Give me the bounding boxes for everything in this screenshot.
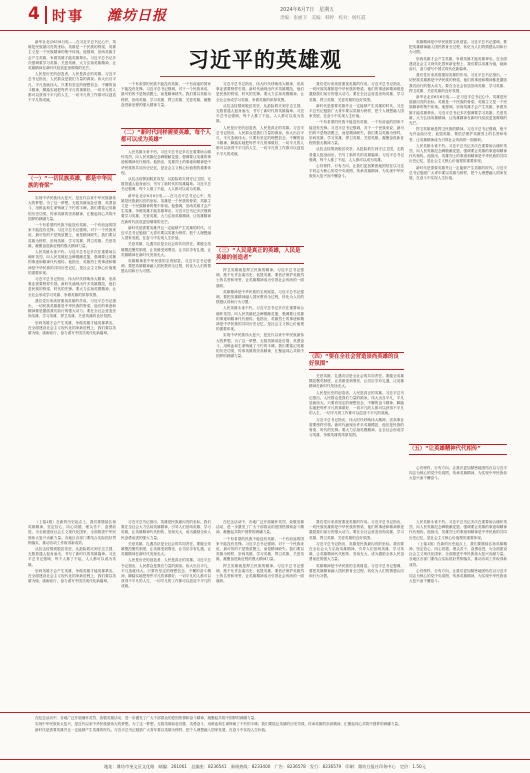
column-5-top: [409, 40, 507, 440]
footer-article: [28, 716, 507, 756]
paragraph: 实现中华民族伟大复兴，是近代以来中华民族最伟大的梦想。为了这一梦想，无数英雄前赴后继、英勇奋斗，用鲜血和生命铸就了不朽的丰碑。我们要铭记英雄的历史功绩，传承英雄的崇高精神，汇聚起同心共筑中国梦的磅礴力量。: [28, 196, 116, 221]
paragraph: 习近平总书记指出，英雄是民族最闪亮的坐标。我们要在全社会大力弘扬英雄精神，引导人们崇尚英雄、学习英雄，让英雄精神代代相传、发扬光大，成为激励全体人民奋勇前进的强大力量。: [121, 520, 211, 540]
paragraph: 我们党历来高度重视英雄的作用。习近平总书记指出，一切民族英雄都是中华民族的脊梁，他们的事迹和精神都是激励我们前行的强大动力。要在全社会营造崇尚英雄、学习英雄、捍卫英雄、关爱英雄的良好氛围。: [409, 73, 507, 93]
paragraph: 人民英雄永垂不朽。习近平总书记多次在重要场合缅怀英烈，向人民英雄纪念碑敬献花篮，强调要让英雄的事迹和精神代代相传。他指出，英雄烈士的事迹和精神是中华民族的共同历史记忆，是社会主义核心价值观的重要体现。: [409, 143, 507, 164]
editor-credits: 责编：张丽卫 美编：韩婷 校对：杨红霞: [280, 16, 366, 21]
paragraph: 一个有希望的民族不能没有英雄，一个有前途的国家不能没有先锋。习近平总书记强调，对于一个民族来说，最可怕的不是物质匮乏，而是精神缺失。我们要以英雄为榜样，崇尚英雄、学习英雄、捍卫英雄、关爱英雄，凝聚奋进新征程的强大精神力量。: [309, 120, 404, 146]
subhead-2: （二）“新时代同样需要英雄，每个人都可以成为英雄”: [121, 128, 211, 146]
paragraph: 实现中华民族伟大复兴，是近代以来中华民族最伟大的梦想。为了这一梦想，无数英雄前赴后继、英勇奋斗，用鲜血和生命铸就了不朽的丰碑。我们要铭记英雄的历史功绩，传承英雄的崇高精神，汇聚起同心共筑中国梦的磅礴力量。: [216, 333, 304, 359]
paragraph: 一个有希望的民族不能没有英雄，一个有前途的国家不能没有先锋。习近平总书记强调，对于一个民族来说，最可怕的不是物质匮乏，而是精神缺失。我们要以英雄为榜样，崇尚英雄、学习英雄、捍卫英雄、关爱英雄，凝聚奋进新征程的强大精神力量。: [28, 223, 116, 248]
page-number: 4: [28, 4, 40, 24]
paragraph: 捍卫英雄就是捍卫民族的精神。习近平总书记强调，绝不允许歪曲历史、诋毁英雄，要依法保护英雄烈士的名誉和荣誉，让英雄精神成为引领社会风尚的一面旗帜。: [216, 268, 304, 288]
column-4-body: [309, 374, 404, 516]
paragraph: 人民英雄永垂不朽。习近平总书记多次在重要场合缅怀英烈，向人民英雄纪念碑敬献花篮，强调要让英雄的事迹和精神代代相传。他指出，英雄烈士的事迹和精神是中华民族的共同历史记忆，是社会主义核心价值观的重要体现。: [121, 150, 211, 175]
paragraph: 从抗击疫情到脱贫攻坚，从抢险救灾到守边卫国，无数普通人挺身而出，书写了新时代的英雄篇章。习近平总书记强调，每个人都了不起，人人都可以成为英雄。: [28, 547, 116, 567]
paragraph: 人民是历史的创造者，人民是真正的英雄。习近平总书记指出，人民群众是我们力量的源泉。伟大出自平凡，平凡造就伟大。只要有坚定的理想信念、不懈的奋斗精神，脚踏实地把每件平凡的事做好，一切平凡的人都可以获得不平凡的人生，一切平凡的工作都可以创造不平凡的成就。: [121, 558, 211, 589]
paragraph: 从抗击疫情到脱贫攻坚，从抢险救灾到守边卫国，无数普通人挺身而出，书写了新时代的英雄篇章。习近平总书记强调，每个人都了不起，人人都可以成为英雄。: [216, 103, 304, 124]
paragraph: 关爱英雄、礼遇功臣是全社会的共同责任。要健全英雄模范褒奖制度，让英雄受到尊崇，让功臣享有礼遇，让英雄精神在新时代发扬光大。: [121, 242, 211, 257]
column-1-body: [28, 196, 116, 516]
article-headline: 习近平的英雄观: [188, 47, 342, 72]
paragraph: 崇尚英雄才会产生英雄，争做英雄才能英雄辈出。在全面建设社会主义现代化国家新征程上，我们要以英雄为镜，砥砺前行，奋力谱写中国式现代化新篇章。: [28, 568, 116, 584]
paragraph: 新华社北京6月6日电……在习近平总书记心中，英雄是民族最闪亮的坐标。英雄是一个民族的脊梁，英雄主义是一个民族精神的集中体现。他强调，崇尚英雄才会产生英雄，争做英雄才能英雄辈出。习近平总书记多次强调要学习英雄、关爱英雄，大力弘扬英雄精神，让英雄精神在新时代绽放更加璀璨的光芒。: [409, 95, 507, 126]
page-footer: 地址：潍坊市奎文区文化路 邮编：261061 总编室：8236541 新闻热线：8233400 广告：8236578 发行：8236579 印刷：潍坊日报社印务中心 定价：1.50元: [0, 759, 530, 773]
paragraph: 关爱英雄、礼遇功臣是全社会的共同责任。要健全英雄模范褒奖制度，让英雄受到尊崇，让功臣享有礼遇，让英雄精神在新时代发扬光大。: [121, 541, 211, 557]
subhead-1: （一）“一切民族英雄，都是中华民族的脊梁”: [28, 174, 116, 192]
paragraph: 实现中华民族伟大复兴，是近代以来中华民族最伟大的梦想。为了这一梦想，无数英雄前赴后继、英勇奋斗，用鲜血和生命铸就了不朽的丰碑。我们要铭记英雄的历史功绩，传承英雄的崇高精神，汇聚起同心共筑中国梦的磅礴力量。: [35, 722, 402, 727]
paragraph: 关爱英雄、礼遇功臣是全社会的共同责任。要健全英雄模范褒奖制度，让英雄受到尊崇，让功臣享有礼遇，让英雄精神在新时代发扬光大。: [309, 374, 404, 389]
paragraph: 人民英雄永垂不朽。习近平总书记多次在重要场合缅怀英烈，向人民英雄纪念碑敬献花篮，强调要让英雄的事迹和精神代代相传。他指出，英雄烈士的事迹和精神是中华民族的共同历史记忆，是社会主义核心价值观的重要体现。: [216, 306, 304, 332]
paragraph: 习近平总书记指出，伟大时代呼唤伟大精神，崇高事业需要榜样引领。新时代涌现出许多英雄模范，他们是民族的脊梁、时代的先锋。要大力弘扬英模精神，让全社会形成学习英雄、争做英雄的浓厚氛围。: [309, 417, 404, 438]
paragraph: 我们党历来高度重视英雄的作用。习近平总书记指出，一切民族英雄都是中华民族的脊梁，他们的事迹和精神都是激励我们前行的强大动力。要在全社会营造崇尚英雄、学习英雄、捍卫英雄、关爱英雄的良好氛围。: [309, 82, 404, 102]
paragraph: 心有榜样，行有方向。让我们更加紧密地团结在以习近平同志为核心的党中央周围，传承英雄精神，为实现中华民族伟大复兴而不懈奋斗。: [309, 164, 404, 179]
paragraph: 崇尚英雄才会产生英雄，争做英雄才能英雄辈出。在全面建设社会主义现代化国家新征程上，我们要以英雄为镜，砥砺前行，奋力谱写中国式现代化新篇章。: [28, 320, 116, 336]
page-separator: [45, 6, 47, 24]
paragraph: 在纪念活动中，各地广泛开展缅怀英烈、致敬英雄活动，进一步激发了广大干部群众的爱国热情和奋斗精神，凝聚起共筑中国梦的磅礴力量。: [35, 716, 258, 720]
paragraph: 我们党历来高度重视英雄的作用。习近平总书记指出，一切民族英雄都是中华民族的脊梁，他们的事迹和精神都是激励我们前行的强大动力。要在全社会营造崇尚英雄、学习英雄、捍卫英雄、关爱英雄的良好氛围。: [309, 520, 404, 540]
paragraph: 习近平总书记指出，伟大时代呼唤伟大精神，崇高事业需要榜样引领。新时代涌现出许多英雄模范，他们是民族的脊梁、时代的先锋。要大力弘扬英模精神，让全社会形成学习英雄、争做英雄的浓厚氛围。: [216, 82, 304, 102]
bottom-rule: [0, 712, 530, 713]
paragraph: 习近平总书记指出，伟大时代呼唤伟大精神，崇高事业需要榜样引领。新时代涌现出许多英雄模范，他们是民族的脊梁、时代的先锋。要大力弘扬英模精神，让全社会形成学习英雄、争做英雄的浓厚氛围。: [28, 277, 116, 297]
paragraph: （上接1版）在新的历史起点上，我们要继续弘扬英雄精神，坚定信心、同心同德，埋头苦干、奋勇前进，为全面建设社会主义现代化国家、全面推进中华民族伟大复兴贡献力量。各地区各部门要结合实际抓好贯彻落实，推动各项工作取得新成效。: [409, 541, 507, 567]
headline-rule: [160, 76, 375, 77]
paragraph: 人民是历史的创造者，人民是真正的英雄。习近平总书记指出，人民群众是我们力量的源泉。伟大出自平凡，平凡造就伟大。只要有坚定的理想信念、不懈的奋斗精神，脚踏实地把每件平凡的事做好，一切平凡的人都可以获得不平凡的人生，一切平凡的工作都可以创造不平凡的成就。: [309, 390, 404, 416]
paragraph: 捍卫英雄就是捍卫民族的精神。习近平总书记强调，绝不允许歪曲历史、诋毁英雄，要依法保护英雄烈士的名誉和荣誉，让英雄精神成为引领社会风尚的一面旗帜。: [409, 127, 507, 142]
paragraph: 崇尚英雄才会产生英雄，争做英雄才能英雄辈出。在全面建设社会主义现代化国家新征程上，我们要以英雄为镜，砥砺前行，奋力谱写中国式现代化新篇章。: [409, 56, 507, 72]
paragraph: 人民是历史的创造者，人民是真正的英雄。习近平总书记指出，人民群众是我们力量的源泉。伟大出自平凡，平凡造就伟大。只要有坚定的理想信念、不懈的奋斗精神，脚踏实地把每件平凡的事做好，一切平凡的人都可以获得不平凡的人生，一切平凡的工作都可以创造不平凡的成就。: [216, 125, 304, 156]
paragraph: 新时代是需要英雄并且一定能够产生英雄的时代。习近平总书记勉励广大青年要以英雄为榜样，把个人理想融入国家发展，在奋斗中实现人生价值。: [409, 165, 507, 181]
subhead-5: （五）“让英雄精神代代相传”: [409, 444, 507, 455]
column-2-body: [121, 150, 211, 516]
paragraph: 从抗击疫情到脱贫攻坚，从抢险救灾到守边卫国，无数普通人挺身而出，书写了新时代的英雄篇章。习近平总书记强调，每个人都了不起，人人都可以成为英雄。: [309, 147, 404, 162]
paragraph: 在纪念活动中，各地广泛开展缅怀英烈、致敬英雄活动，进一步激发了广大干部群众的爱国热情和奋斗精神，凝聚起共筑中国梦的磅礴力量。: [216, 520, 304, 535]
paragraph: 新时代是需要英雄并且一定能够产生英雄的时代。习近平总书记勉励广大青年要以英雄为榜样，把个人理想融入国家发展，在奋斗中实现人生价值。: [121, 225, 211, 241]
lower-column-5: [409, 520, 507, 708]
section-name: 时事: [52, 9, 84, 25]
paragraph: 英雄精神是中华民族的宝贵财富。习近平总书记强调，要把英雄精神融入国民教育全过程，转化为人们的情感认同和行为习惯。: [216, 289, 304, 305]
column-3-body: [216, 268, 304, 516]
paragraph: 英雄精神是中华民族的宝贵财富。习近平总书记强调，要把英雄精神融入国民教育全过程，转化为人们的情感认同和行为习惯。: [121, 259, 211, 274]
paragraph: 习近平总书记指出，英雄是民族最闪亮的坐标。我们要在全社会大力弘扬英雄精神，引导人们崇尚英雄、学习英雄，让英雄精神代代相传、发扬光大，成为激励全体人民奋勇前进的强大力量。: [309, 541, 404, 562]
paragraph: 从抗击疫情到脱贫攻坚，从抢险救灾到守边卫国，无数普通人挺身而出，书写了新时代的英雄篇章。习近平总书记强调，每个人都了不起，人人都可以成为英雄。: [121, 177, 211, 192]
paragraph: 新时代是需要英雄并且一定能够产生英雄的时代。习近平总书记勉励广大青年要以英雄为榜样，把个人理想融入国家发展，在奋斗中实现人生价值。: [35, 728, 269, 733]
paragraph: 英雄精神是中华民族的宝贵财富。习近平总书记强调，要把英雄精神融入国民教育全过程，转化为人们的情感认同和行为习惯。: [309, 563, 404, 579]
paragraph: 人民是历史的创造者，人民是真正的英雄。习近平总书记指出，人民群众是我们力量的源泉。伟大出自平凡，平凡造就伟大。只要有坚定的理想信念、不懈的奋斗精神，脚踏实地把每件平凡的事做好，一切平凡的人都可以获得不平凡的人生，一切平凡的工作都可以创造不平凡的成就。: [28, 72, 116, 103]
column-1-top: [28, 40, 116, 170]
subhead-3: （三）“人民是真正的英雄，人民是英雄的创造者”: [216, 246, 304, 264]
masthead: [0, 0, 530, 31]
paragraph: 新时代是需要英雄并且一定能够产生英雄的时代。习近平总书记勉励广大青年要以英雄为榜样，把个人理想融入国家发展，在奋斗中实现人生价值。: [309, 103, 404, 119]
issue-date: 2024年6月7日 星期五: [280, 7, 335, 13]
paragraph: （上接1版）在新的历史起点上，我们要继续弘扬英雄精神，坚定信心、同心同德，埋头苦干、奋勇前进，为全面建设社会主义现代化国家、全面推进中华民族伟大复兴贡献力量。各地区各部门要结合实际抓好贯彻落实，推动各项工作取得新成效。: [28, 520, 116, 545]
paragraph: 心有榜样，行有方向。让我们更加紧密地团结在以习近平同志为核心的党中央周围，传承英雄精神，为实现中华民族伟大复兴而不懈奋斗。: [409, 568, 507, 584]
subhead-4: （四）“要在全社会营造崇尚英雄的良好氛围”: [309, 352, 404, 370]
paragraph: 英雄精神是中华民族的宝贵财富。习近平总书记强调，要把英雄精神融入国民教育全过程，转化为人们的情感认同和行为习惯。: [409, 40, 507, 55]
column-4-top: [309, 82, 404, 350]
paragraph: 新华社北京6月6日电……在习近平总书记心中，英雄是民族最闪亮的坐标。英雄是一个民族的脊梁，英雄主义是一个民族精神的集中体现。他强调，崇尚英雄才会产生英雄，争做英雄才能英雄辈出。习近平总书记多次强调要学习英雄、关爱英雄，大力弘扬英雄精神，让英雄精神在新时代绽放更加璀璨的光芒。: [28, 40, 116, 71]
paragraph: 新华社北京6月6日电……在习近平总书记心中，英雄是民族最闪亮的坐标。英雄是一个民族的脊梁，英雄主义是一个民族精神的集中体现。他强调，崇尚英雄才会产生英雄，争做英雄才能英雄辈出。习近平总书记多次强调要学习英雄、关爱英雄，大力弘扬英雄精神，让英雄精神在新时代绽放更加璀璨的光芒。: [121, 193, 211, 224]
paragraph: 心有榜样，行有方向。让我们更加紧密地团结在以习近平同志为核心的党中央周围，传承英雄精神，为实现中华民族伟大复兴而不懈奋斗。: [409, 466, 507, 481]
lower-column-4: [309, 520, 404, 708]
paragraph: 一个有希望的民族不能没有英雄，一个有前途的国家不能没有先锋。习近平总书记强调，对于一个民族来说，最可怕的不是物质匮乏，而是精神缺失。我们要以英雄为榜样，崇尚英雄、学习英雄、捍卫英雄、关爱英雄，凝聚奋进新征程的强大精神力量。: [121, 82, 211, 107]
paragraph: 我们党历来高度重视英雄的作用。习近平总书记指出，一切民族英雄都是中华民族的脊梁，他们的事迹和精神都是激励我们前行的强大动力。要在全社会营造崇尚英雄、学习英雄、捍卫英雄、关爱英雄的良好氛围。: [28, 298, 116, 319]
lower-column-1: [28, 520, 116, 708]
lower-column-3: [216, 520, 304, 708]
newspaper-logo: 潍坊日报: [107, 8, 167, 24]
column-2-top: [121, 82, 211, 126]
column-3-top: [216, 82, 304, 242]
paragraph: 人民英雄永垂不朽。习近平总书记多次在重要场合缅怀英烈，向人民英雄纪念碑敬献花篮，强调要让英雄的事迹和精神代代相传。他指出，英雄烈士的事迹和精神是中华民族的共同历史记忆，是社会主义核心价值观的重要体现。: [28, 250, 116, 275]
paragraph: 一个有希望的民族不能没有英雄，一个有前途的国家不能没有先锋。习近平总书记强调，对于一个民族来说，最可怕的不是物质匮乏，而是精神缺失。我们要以英雄为榜样，崇尚英雄、学习英雄、捍卫英雄、关爱英雄，凝聚奋进新征程的强大精神力量。: [216, 536, 304, 562]
lower-column-2: [121, 520, 211, 708]
column-5-body: [409, 466, 507, 516]
paragraph: 捍卫英雄就是捍卫民族的精神。习近平总书记强调，绝不允许歪曲历史、诋毁英雄，要依法保护英雄烈士的名誉和荣誉，让英雄精神成为引领社会风尚的一面旗帜。: [216, 563, 304, 584]
paragraph: 人民英雄永垂不朽。习近平总书记多次在重要场合缅怀英烈，向人民英雄纪念碑敬献花篮，强调要让英雄的事迹和精神代代相传。他指出，英雄烈士的事迹和精神是中华民族的共同历史记忆，是社会主义核心价值观的重要体现。: [409, 520, 507, 540]
